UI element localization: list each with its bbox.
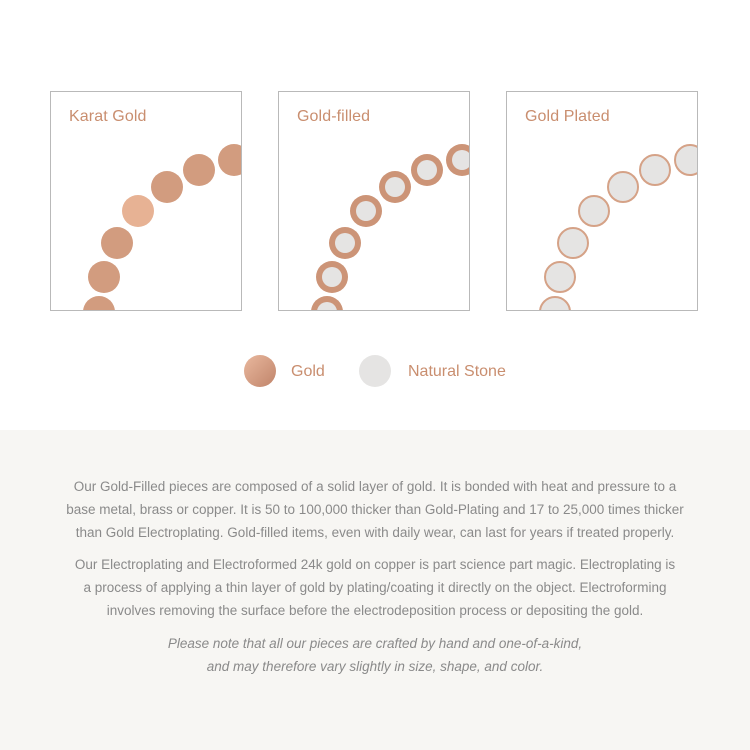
- gold-filled-bead: [311, 296, 343, 311]
- gold-plated-panel: [506, 91, 698, 311]
- note-line-2: and may therefore vary slightly in size, shape, and color.: [206, 659, 544, 674]
- legend-gold-label: Gold: [291, 363, 325, 380]
- handcrafted-note: [40, 632, 710, 678]
- gold-filled-panel: [278, 91, 470, 311]
- gold-filled-bead: [316, 261, 348, 293]
- karat-gold-bead-diagram: [51, 92, 242, 311]
- para1-line-2: base metal, brass or copper. It is 50 to 100,000 thicker than Gold-Plating and 17 to 25,000 times thicker: [66, 502, 684, 517]
- solid-gold-bead: [122, 195, 154, 227]
- gold-filled-bead: [446, 144, 470, 176]
- natural-stone-swatch: [359, 355, 391, 387]
- gold-swatch: [244, 355, 276, 387]
- gold-filled-bead-diagram: [279, 92, 470, 311]
- solid-gold-bead: [151, 171, 183, 203]
- gold-plated-bead: [540, 297, 570, 311]
- karat-gold-title: Karat Gold: [69, 108, 147, 125]
- gold-filled-bead: [329, 227, 361, 259]
- gold-plated-bead: [640, 155, 670, 185]
- gold-plated-bead: [545, 262, 575, 292]
- para2-line-2: a process of applying a thin layer of gold by plating/coating it directly on the object. Electroforming: [83, 580, 667, 595]
- solid-gold-bead: [88, 261, 120, 293]
- para2-line-1: Our Electroplating and Electroformed 24k gold on copper is part science part magic. Electroplating is: [74, 557, 676, 572]
- electroplating-description: [40, 553, 710, 622]
- legend-natural-stone-label: Natural Stone: [408, 363, 506, 380]
- para2-line-3: involves removing the surface before the electrodeposition process or depositing the gold.: [106, 603, 644, 618]
- gold-plated-bead: [558, 228, 588, 258]
- solid-gold-bead: [183, 154, 215, 186]
- karat-gold-panel: [50, 91, 242, 311]
- gold-filled-bead: [411, 154, 443, 186]
- gold-filled-description: [40, 475, 710, 544]
- gold-plated-bead: [579, 196, 609, 226]
- solid-gold-bead: [101, 227, 133, 259]
- gold-plated-bead: [608, 172, 638, 202]
- note-line-1: Please note that all our pieces are crafted by hand and one-of-a-kind,: [167, 636, 583, 651]
- gold-filled-title: Gold-filled: [297, 108, 371, 125]
- gold-plated-bead: [675, 145, 698, 175]
- gold-filled-bead: [350, 195, 382, 227]
- gold-plated-title: Gold Plated: [525, 108, 610, 125]
- para1-line-3: than Gold Electroplating. Gold-filled items, even with daily wear, can last for years if treated properly.: [75, 525, 675, 540]
- solid-gold-bead: [83, 296, 115, 311]
- gold-filled-bead: [379, 171, 411, 203]
- para1-line-1: Our Gold-Filled pieces are composed of a solid layer of gold. It is bonded with heat and pressure to a: [73, 479, 677, 494]
- gold-plated-bead-diagram: [507, 92, 698, 311]
- solid-gold-bead: [218, 144, 242, 176]
